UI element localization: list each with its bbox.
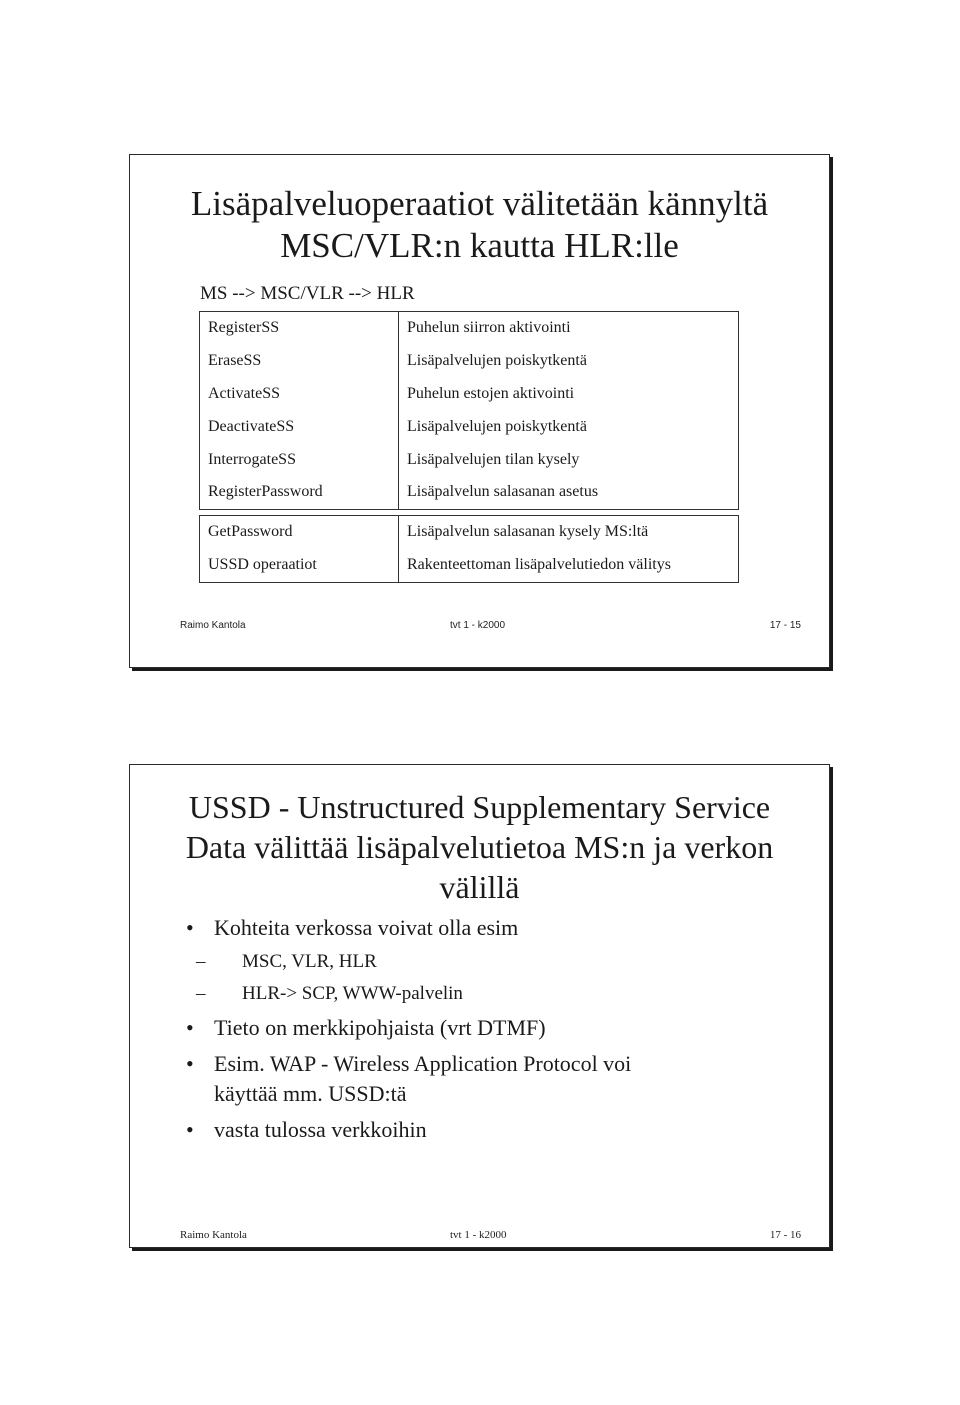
bullet-icon: • <box>186 1117 194 1142</box>
slide-title-line-2: MSC/VLR:n kautta HLR:lle <box>280 226 679 265</box>
footer-course: tvt 1 - k2000 <box>450 1229 507 1241</box>
footer-course: tvt 1 - k2000 <box>450 620 506 631</box>
operation-name: ActivateSS <box>208 384 280 402</box>
bullet-icon: • <box>186 915 194 940</box>
operation-description: Lisäpalvelujen tilan kysely <box>398 443 738 476</box>
list-item <box>182 1013 809 1043</box>
footer-page-number: 17 - 16 <box>769 1229 801 1241</box>
slide-17-15 <box>129 154 830 668</box>
table-row <box>200 549 738 582</box>
operation-description: Puhelun estojen aktivointi <box>398 378 738 411</box>
table-row <box>200 410 738 443</box>
bullet-icon: • <box>186 1015 194 1040</box>
direction-subheading: MS --> MSC/VLR --> HLR <box>200 283 415 304</box>
footer-author: Raimo Kantola <box>180 620 246 631</box>
operation-name: USSD operaatiot <box>208 556 317 574</box>
dash-icon: – <box>196 983 206 1004</box>
sub-list-item <box>182 981 809 1007</box>
operations-table <box>199 311 739 510</box>
list-item <box>182 913 809 943</box>
sub-bullet-text: MSC, VLR, HLR <box>242 951 377 972</box>
operation-name: RegisterPassword <box>208 483 323 501</box>
operation-description: Lisäpalvelun salasanan kysely MS:ltä <box>398 516 738 549</box>
slide-17-16 <box>129 764 830 1248</box>
operation-description: Lisäpalvelun salasanan asetus <box>398 476 738 509</box>
slide-title-line-2: Data välittää lisäpalvelutietoa MS:n ja verkon <box>185 829 774 865</box>
list-item <box>182 1049 809 1079</box>
slide-footer <box>180 1229 801 1243</box>
bullet-text: Kohteita verkossa voivat olla esim <box>214 915 519 940</box>
bullet-icon: • <box>186 1051 194 1076</box>
operation-description: Lisäpalvelujen poiskytkentä <box>398 410 738 443</box>
sub-bullet-text: HLR-> SCP, WWW-palvelin <box>242 983 463 1004</box>
table-row <box>200 476 738 509</box>
table-row <box>200 443 738 476</box>
bullet-continuation: käyttää mm. USSD:tä <box>214 1081 407 1106</box>
bullet-text: Tieto on merkkipohjaista (vrt DTMF) <box>214 1015 546 1040</box>
slide-title-line-3: välillä <box>439 869 520 905</box>
operation-description: Rakenteettoman lisäpalvelutiedon välitys <box>398 549 738 582</box>
slide-title-line-1: Lisäpalveluoperaatiot välitetään kännyltä <box>190 184 769 223</box>
bullet-text: vasta tulossa verkkoihin <box>214 1117 427 1142</box>
slide-title <box>130 787 829 907</box>
operation-description: Puhelun siirron aktivointi <box>398 312 738 345</box>
operation-description: Lisäpalvelujen poiskytkentä <box>398 345 738 378</box>
table-row <box>200 312 738 345</box>
table-row <box>200 345 738 378</box>
operation-name: DeactivateSS <box>208 417 295 435</box>
bullet-list <box>182 913 809 1151</box>
footer-author: Raimo Kantola <box>180 1229 247 1241</box>
operation-name: RegisterSS <box>208 319 280 337</box>
table-row <box>200 378 738 411</box>
table-row <box>200 516 738 549</box>
slide-title <box>130 183 829 267</box>
operations-table-2 <box>199 515 739 583</box>
operation-name: EraseSS <box>208 352 262 370</box>
operation-name: InterrogateSS <box>208 450 296 468</box>
list-item <box>182 1115 809 1145</box>
bullet-text: Esim. WAP - Wireless Application Protocol voi <box>214 1051 632 1076</box>
slide-footer <box>180 620 801 634</box>
footer-page-number: 17 - 15 <box>769 620 801 631</box>
dash-icon: – <box>196 951 206 972</box>
sub-list-item <box>182 949 809 975</box>
operation-name: GetPassword <box>208 523 293 541</box>
slide-title-line-1: USSD - Unstructured Supplementary Service <box>188 789 771 825</box>
